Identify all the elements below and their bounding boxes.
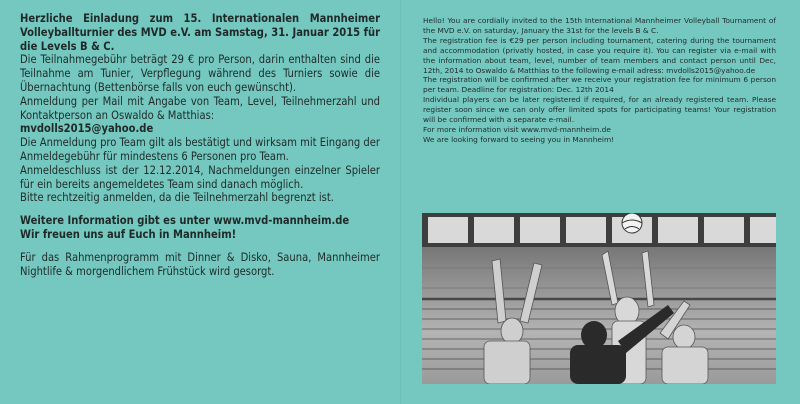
english-greeting-paragraph: Hello! You are cordially invited to the 15th International Mannheimer Volleyball Tournament of the MVD e.V. on saturday, January the 31st for the levels B & C. bbox=[423, 16, 776, 35]
german-heading: Herzliche Einladung zum 15. Internationalen Mannheimer Volleyballturnier des MVD e.V. am Samstag, 31. Januar 2015 für die Levels B & C. bbox=[20, 12, 380, 53]
english-info-line: For more information visit www.mvd-mannheim.de bbox=[423, 124, 611, 134]
german-fee-paragraph: Die Teilnahmegebühr beträgt 29 € pro Person, darin enthalten sind die Teilnahme am Tunier, Verpflegung während des Turniers sowie die Übernachtung (Bettenbörse falls von euch gewünscht). bbox=[20, 53, 380, 94]
german-deadline-paragraph: Anmeldeschluss ist der 12.12.2014, Nachmeldungen einzelner Spieler für ein bereits angemeldetes Team sind danach möglich. bbox=[20, 163, 380, 191]
english-welcome-line: We are looking forward to seeing you in Mannheim! bbox=[423, 134, 615, 144]
german-info-line: Weitere Information gibt es unter www.mvd-mannheim.de bbox=[20, 214, 350, 228]
german-limit-paragraph: Bitte rechtzeitig anmelden, da die Teilnehmerzahl begrenzt ist. bbox=[20, 191, 334, 205]
german-confirmation-paragraph: Die Anmeldung pro Team gilt als bestätigt und wirksam mit Eingang der Anmeldegebühr für mindestens 6 Personen pro Team. bbox=[20, 136, 380, 163]
volleyball-photo bbox=[422, 213, 776, 384]
english-late-registration-paragraph: Individual players can be later registered if required, for an already registered team. Please register soon since we can only offer limited spots for participating teams! Your registration will be confirmed with a separate e-mail. bbox=[423, 95, 776, 125]
german-welcome-line: Wir freuen uns auf Euch in Mannheim! bbox=[20, 227, 237, 241]
german-email: mvdolls2015@yahoo.de bbox=[20, 122, 154, 136]
english-fee-paragraph: The registration fee is €29 per person including tournament, catering during the tournament and accommodation (privatly hosted, in case you require it). You can register via e-mail with the information about team, level, number of team members and contact person until Dec, 12th, 2014 to Oswaldo & Matthias to the following e-mail adress: mvdolls2015@yahoo.de bbox=[423, 35, 776, 75]
english-confirmation-paragraph: The registration will be confirmed after we receive your registration fee for minimum 6 person per team. Deadline for registration: Dec. 12th 2014 bbox=[423, 75, 776, 95]
german-program-paragraph: Für das Rahmenprogramm mit Dinner & Disko, Sauna, Mannheimer Nightlife & morgendlichem Frühstück wird gesorgt. bbox=[20, 250, 380, 278]
german-registration-paragraph: Anmeldung per Mail mit Angabe von Team, Level, Teilnehmerzahl und Kontaktperson an Oswaldo & Matthias: bbox=[20, 94, 380, 122]
